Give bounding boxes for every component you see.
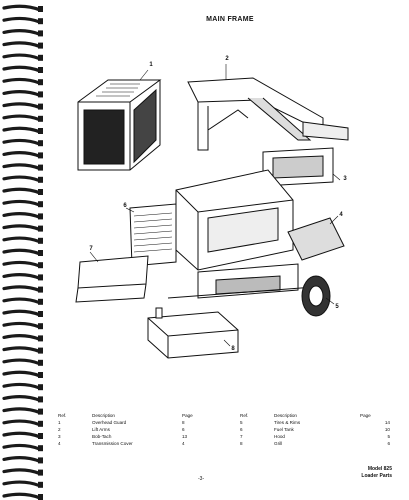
page-ref: 4 [182,441,185,446]
binding-hole [38,421,43,427]
ref: 1 [58,420,61,425]
binding-hole [38,128,43,134]
binding-coil [4,31,40,35]
binding-coil [4,189,40,193]
binding-hole [38,433,43,439]
spiral-binding [0,0,48,500]
binding-hole [38,311,43,317]
binding-coil [4,311,40,315]
ref: 2 [58,427,61,432]
page-ref: 6 [182,427,185,432]
binding-coil [4,421,40,425]
binding-hole [38,323,43,329]
callout-1: 1 [149,62,153,68]
parts-table [58,412,390,447]
header-description-2: Description [274,413,297,418]
binding-coil [4,262,40,266]
ref: 6 [240,427,243,432]
description: Bob-Tach [92,434,112,439]
binding-coil [4,250,40,254]
binding-coil [4,226,40,230]
callout-8: 8 [231,346,235,352]
binding-coil [4,238,40,242]
binding-hole [38,348,43,354]
tire-drawing [302,276,330,316]
binding-coil [4,177,40,181]
main-chassis-drawing [176,170,293,270]
binding-coil [4,128,40,132]
binding-coil [4,360,40,364]
binding-coil [4,92,40,96]
table-row [58,419,390,426]
binding-coil [4,494,40,498]
binding-hole [38,457,43,463]
binding-hole [38,482,43,488]
binding-coil [4,214,40,218]
binding-coil [4,275,40,279]
binding-coil [4,43,40,47]
callout-3: 3 [343,176,347,182]
binding-hole [38,165,43,171]
page-title: MAIN FRAME [206,16,254,23]
binding-hole [38,213,43,219]
binding-coil [4,201,40,205]
binding-hole [38,384,43,390]
hood-drawing [76,256,148,302]
binding-hole [38,470,43,476]
model-name: Model 825 [367,466,392,472]
binding-hole [38,335,43,341]
binding-hole [38,250,43,256]
binding-coil [4,153,40,157]
binding-coil [4,336,40,340]
binding-coil [4,287,40,291]
callout-5: 5 [335,304,339,310]
binding-coil [4,384,40,388]
binding-hole [38,238,43,244]
binding-coil [4,6,40,10]
binding-coil [4,140,40,144]
binding-coil [4,55,40,59]
parts-table-header [58,412,390,419]
ref: 5 [240,420,243,425]
binding-coil [4,482,40,486]
page-ref: 6 [387,441,390,446]
binding-coil [4,445,40,449]
binding-coil [4,116,40,120]
lift-arms-drawing [188,78,348,150]
binding-coil [4,323,40,327]
model-subtitle: Loader Parts [361,473,392,479]
binding-hole [38,116,43,122]
fuel-tank-drawing [148,308,238,358]
header-page: Page [182,413,193,418]
binding-coil [4,67,40,71]
ref: 8 [240,441,243,446]
description: Overhead Guard [92,420,127,425]
binding-coil [4,433,40,437]
callout-2: 2 [225,56,229,62]
table-row [58,433,390,440]
binding-hole [38,30,43,36]
binding-coil [4,79,40,83]
table-row [58,440,390,447]
binding-hole [38,287,43,293]
binding-coil [4,409,40,413]
binding-hole [38,262,43,268]
binding-coil [4,18,40,22]
header-description: Description [92,413,115,418]
exploded-parts-drawing [48,40,409,390]
binding-hole [38,6,43,12]
binding-hole [38,55,43,61]
binding-hole [38,201,43,207]
binding-hole [38,91,43,97]
description: Lift Arms [92,427,110,432]
ref: 4 [58,441,61,446]
binding-hole [38,226,43,232]
binding-coil [4,165,40,169]
binding-hole [38,299,43,305]
page-ref: 14 [384,420,390,425]
binding-hole [38,372,43,378]
page-ref: 10 [384,427,390,432]
overhead-guard-drawing [78,80,160,170]
binding-hole [38,177,43,183]
callout-7: 7 [89,246,93,252]
binding-coil [4,397,40,401]
binding-hole [38,43,43,49]
header-ref-2: Ref. [240,413,249,418]
binding-hole [38,494,43,500]
binding-hole [38,360,43,366]
binding-coil [4,299,40,303]
description: Fuel Tank [274,427,294,432]
page-ref: 8 [182,420,185,425]
binding-coil [4,470,40,474]
ref: 7 [240,434,243,439]
binding-hole [38,189,43,195]
description: Transmission Cover [92,441,133,446]
binding-hole [38,409,43,415]
binding-coil [4,104,40,108]
binding-hole [38,67,43,73]
description: Hood [274,434,285,439]
description: Grill [274,441,283,446]
page-number: -3- [198,476,205,482]
ref: 3 [58,434,61,439]
callout-4: 4 [339,212,343,218]
binding-hole [38,152,43,158]
page-ref: 13 [182,434,188,439]
transmission-cover-drawing [288,218,344,260]
callout-6: 6 [123,203,127,209]
binding-hole [38,79,43,85]
binding-coil [4,348,40,352]
table-row [58,426,390,433]
binding-coil [4,458,40,462]
header-ref: Ref. [58,413,67,418]
binding-hole [38,445,43,451]
header-page-2: Page [360,413,371,418]
binding-hole [38,140,43,146]
binding-coil [4,372,40,376]
model-label [342,466,392,480]
page-ref: 5 [387,434,390,439]
description: Tires & Rims [274,420,301,425]
binding-hole [38,18,43,24]
binding-hole [38,104,43,110]
binding-hole [38,396,43,402]
binding-hole [38,274,43,280]
